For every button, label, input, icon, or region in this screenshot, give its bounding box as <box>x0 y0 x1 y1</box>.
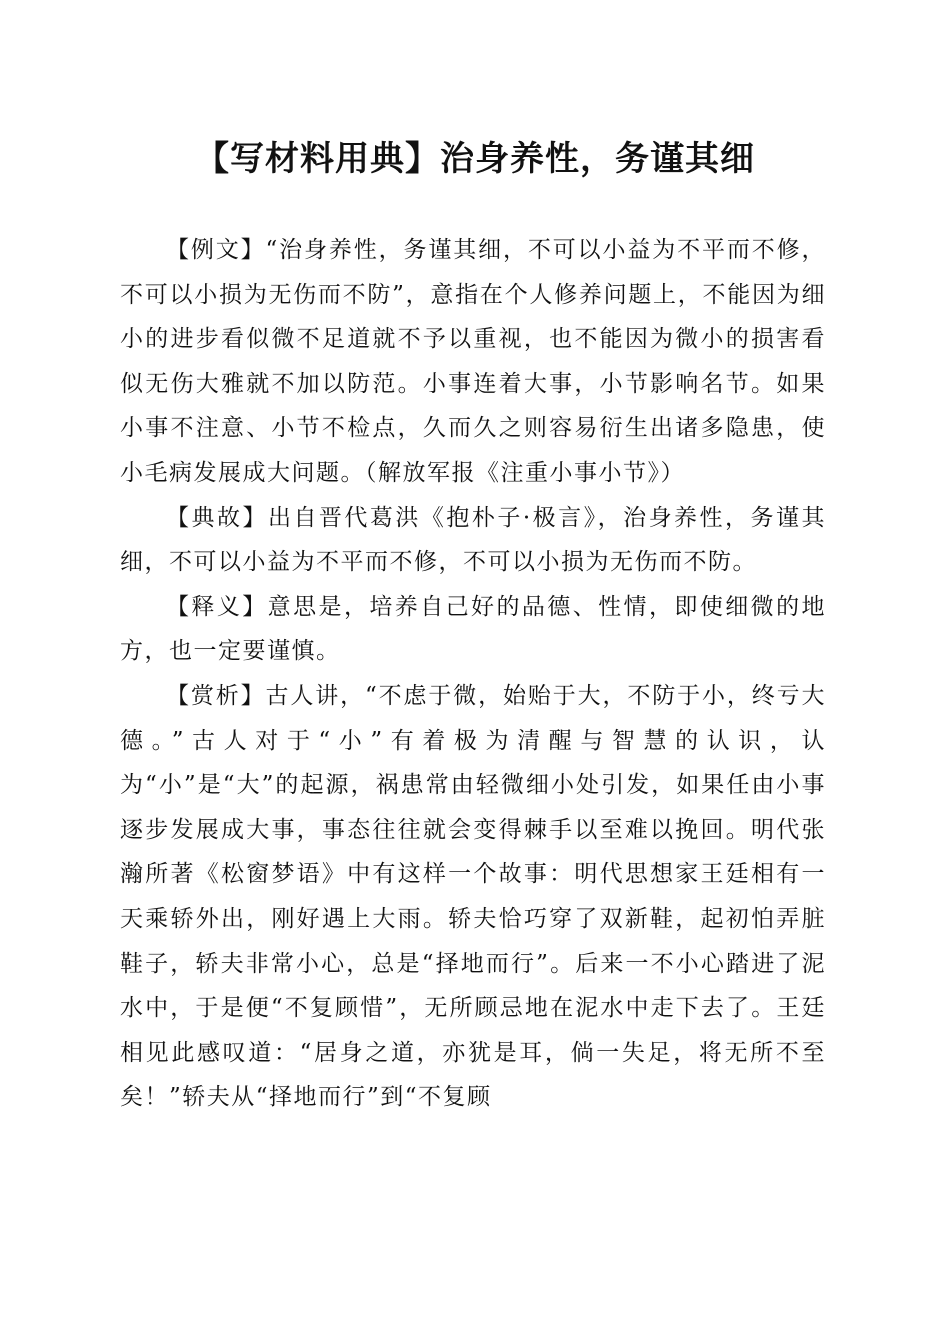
paragraph-allusion: 【典故】出自晋代葛洪《抱朴子·极言》，治身养性，务谨其细，不可以小益为不平而不修，不可以小损为无伤而不防。 <box>120 504 826 576</box>
paragraph-appreciation: 【赏析】古人讲，“不虑于微，始贻于大，不防于小，终亏大德。”古人对于“小”有着极为清醒与智慧的认识，认为“小”是“大”的起源，祸患常由轻微细小处引发，如果任由小事逐步发展成大事，事态往往就会变得棘手以至难以挽回。明代张瀚所著《松窗梦语》中有这样一个故事：明代思想家王廷相有一天乘轿外出，刚好遇上大雨。轿夫恰巧穿了双新鞋，起初怕弄脏鞋子，轿夫非常小心，总是“择地而行”。后来一不小心踏进了泥水中，于是便“不复顾惜”，无所顾忌地在泥水中走下去了。王廷相见此感叹道：“居身之道，亦犹是耳，倘一失足，将无所不至矣！”轿夫从“择地而行”到“不复顾 <box>120 682 826 1111</box>
paragraph-meaning: 【释义】意思是，培养自己好的品德、性情，即使细微的地方，也一定要谨慎。 <box>120 593 826 665</box>
document-title: 【写材料用典】治身养性，务谨其细 <box>195 139 755 179</box>
paragraph-example: 【例文】“治身养性，务谨其细，不可以小益为不平而不修，不可以小损为无伤而不防”，意指在个人修养问题上，不能因为细小的进步看似微不足道就不予以重视，也不能因为微小的损害看似无伤大雅就不加以防范。小事连着大事，小节影响名节。如果小事不注意、小节不检点，久而久之则容易衍生出诸多隐患，使小毛病发展成大问题。（解放军报《注重小事小节》） <box>120 237 826 486</box>
document-body <box>120 228 826 1120</box>
